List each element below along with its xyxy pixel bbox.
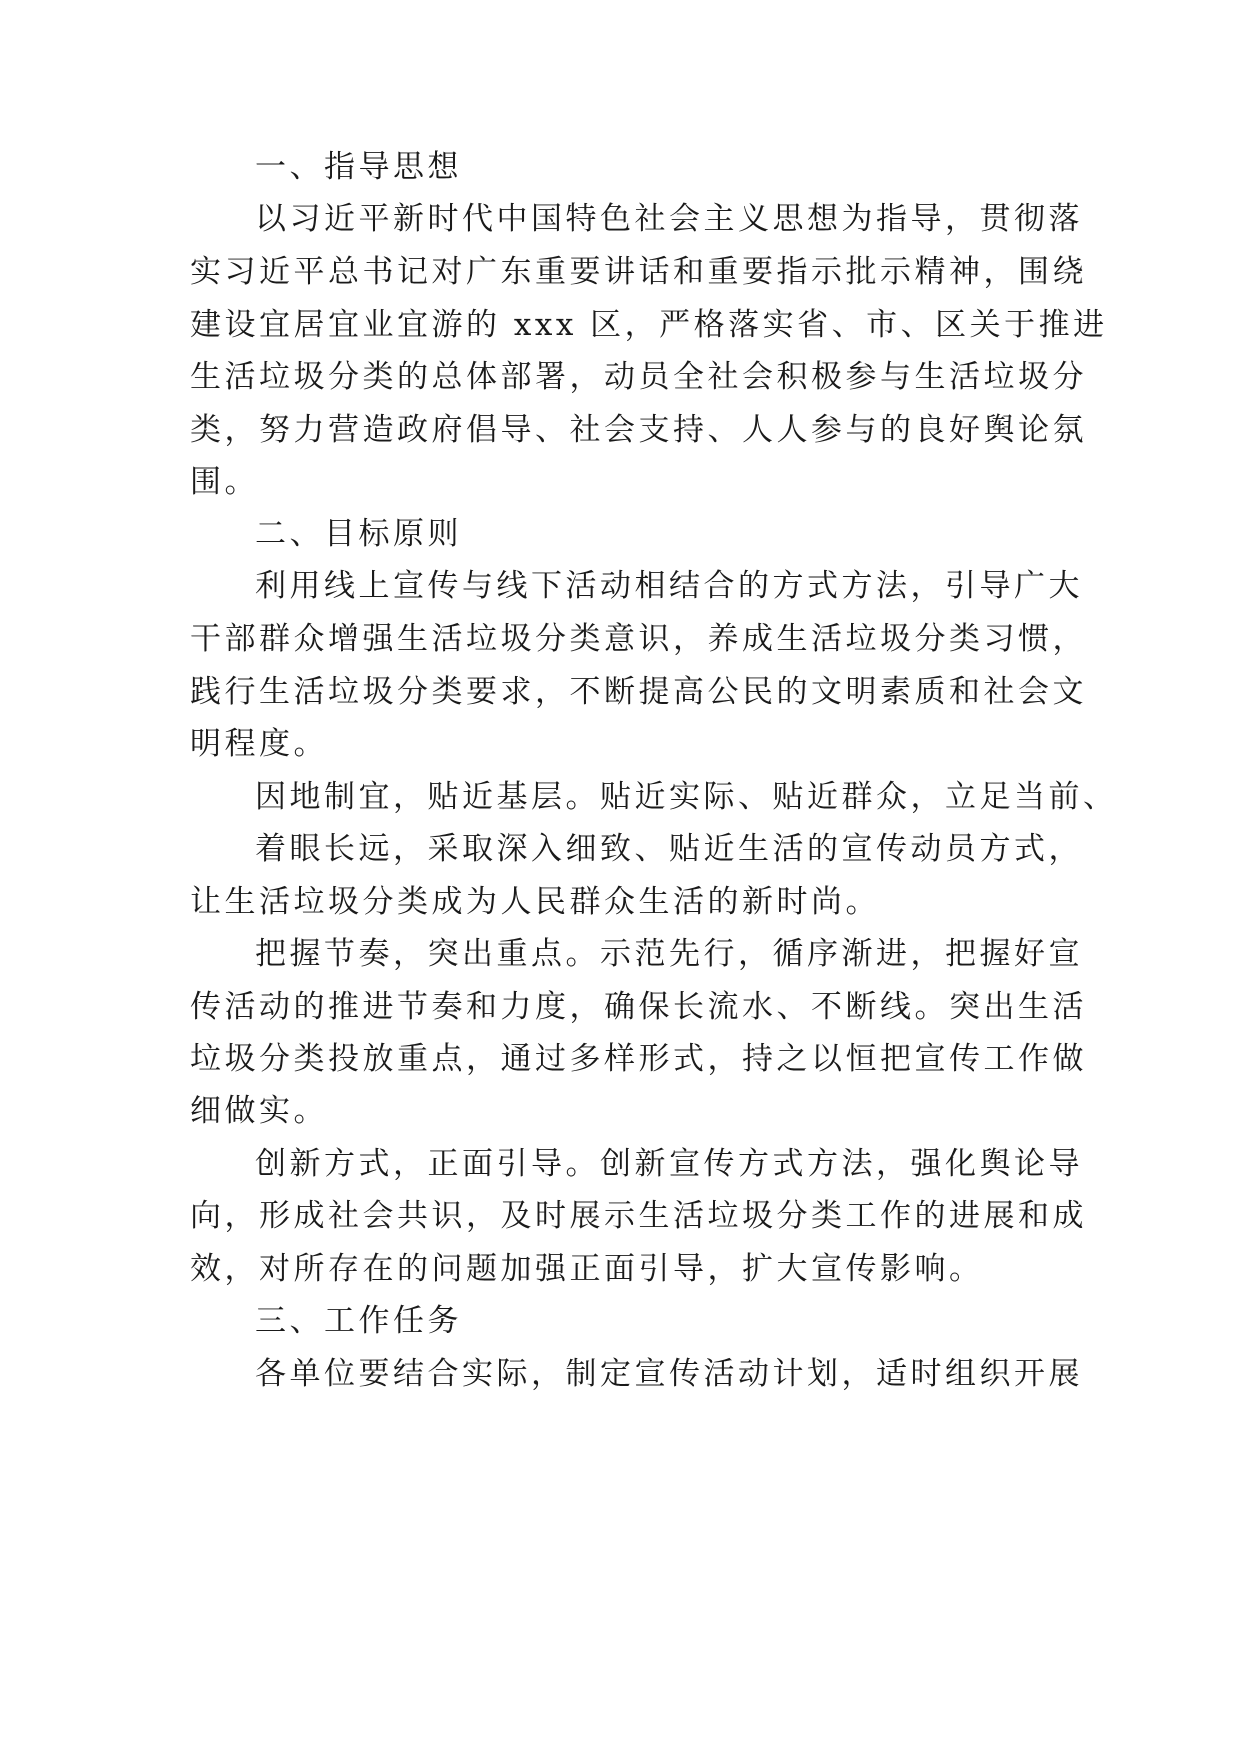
paragraph-line: 围。 <box>190 464 259 500</box>
paragraph-line: 明程度。 <box>190 726 328 762</box>
paragraph-line: 建设宜居宜业宜游的 xxx 区，严格落实省、市、区关于推进 <box>190 307 1108 343</box>
paragraph-line: 干部群众增强生活垃圾分类意识，养成生活垃圾分类习惯， <box>190 621 1087 657</box>
paragraph-line: 细做实。 <box>190 1093 328 1129</box>
paragraph-line: 以习近平新时代中国特色社会主义思想为指导，贯彻落 <box>255 201 1083 237</box>
paragraph-line: 实习近平总书记对广东重要讲话和重要指示批示精神，围绕 <box>190 254 1087 290</box>
paragraph-line: 让生活垃圾分类成为人民群众生活的新时尚。 <box>190 884 880 920</box>
heading-goals-principles: 二、目标原则 <box>255 516 462 552</box>
paragraph-line: 利用线上宣传与线下活动相结合的方式方法，引导广大 <box>255 568 1083 604</box>
paragraph-line: 因地制宜，贴近基层。贴近实际、贴近群众，立足当前、 <box>255 779 1118 815</box>
paragraph-line: 各单位要结合实际，制定宣传活动计划，适时组织开展 <box>255 1356 1083 1392</box>
heading-guiding-ideology: 一、指导思想 <box>255 149 462 185</box>
paragraph-line: 创新方式，正面引导。创新宣传方式方法，强化舆论导 <box>255 1146 1083 1182</box>
paragraph-line: 把握节奏，突出重点。示范先行，循序渐进，把握好宣 <box>255 936 1083 972</box>
paragraph-line: 生活垃圾分类的总体部署，动员全社会积极参与生活垃圾分 <box>190 359 1087 395</box>
paragraph-line: 践行生活垃圾分类要求，不断提高公民的文明素质和社会文 <box>190 674 1087 710</box>
heading-work-tasks: 三、工作任务 <box>255 1303 462 1339</box>
paragraph-line: 传活动的推进节奏和力度，确保长流水、不断线。突出生活 <box>190 989 1087 1025</box>
paragraph-line: 效，对所存在的问题加强正面引导，扩大宣传影响。 <box>190 1251 984 1287</box>
paragraph-line: 着眼长远，采取深入细致、贴近生活的宣传动员方式， <box>255 831 1083 867</box>
paragraph-line: 向，形成社会共识，及时展示生活垃圾分类工作的进展和成 <box>190 1198 1087 1234</box>
paragraph-line: 类，努力营造政府倡导、社会支持、人人参与的良好舆论氛 <box>190 412 1087 448</box>
paragraph-line: 垃圾分类投放重点，通过多样形式，持之以恒把宣传工作做 <box>190 1041 1087 1077</box>
